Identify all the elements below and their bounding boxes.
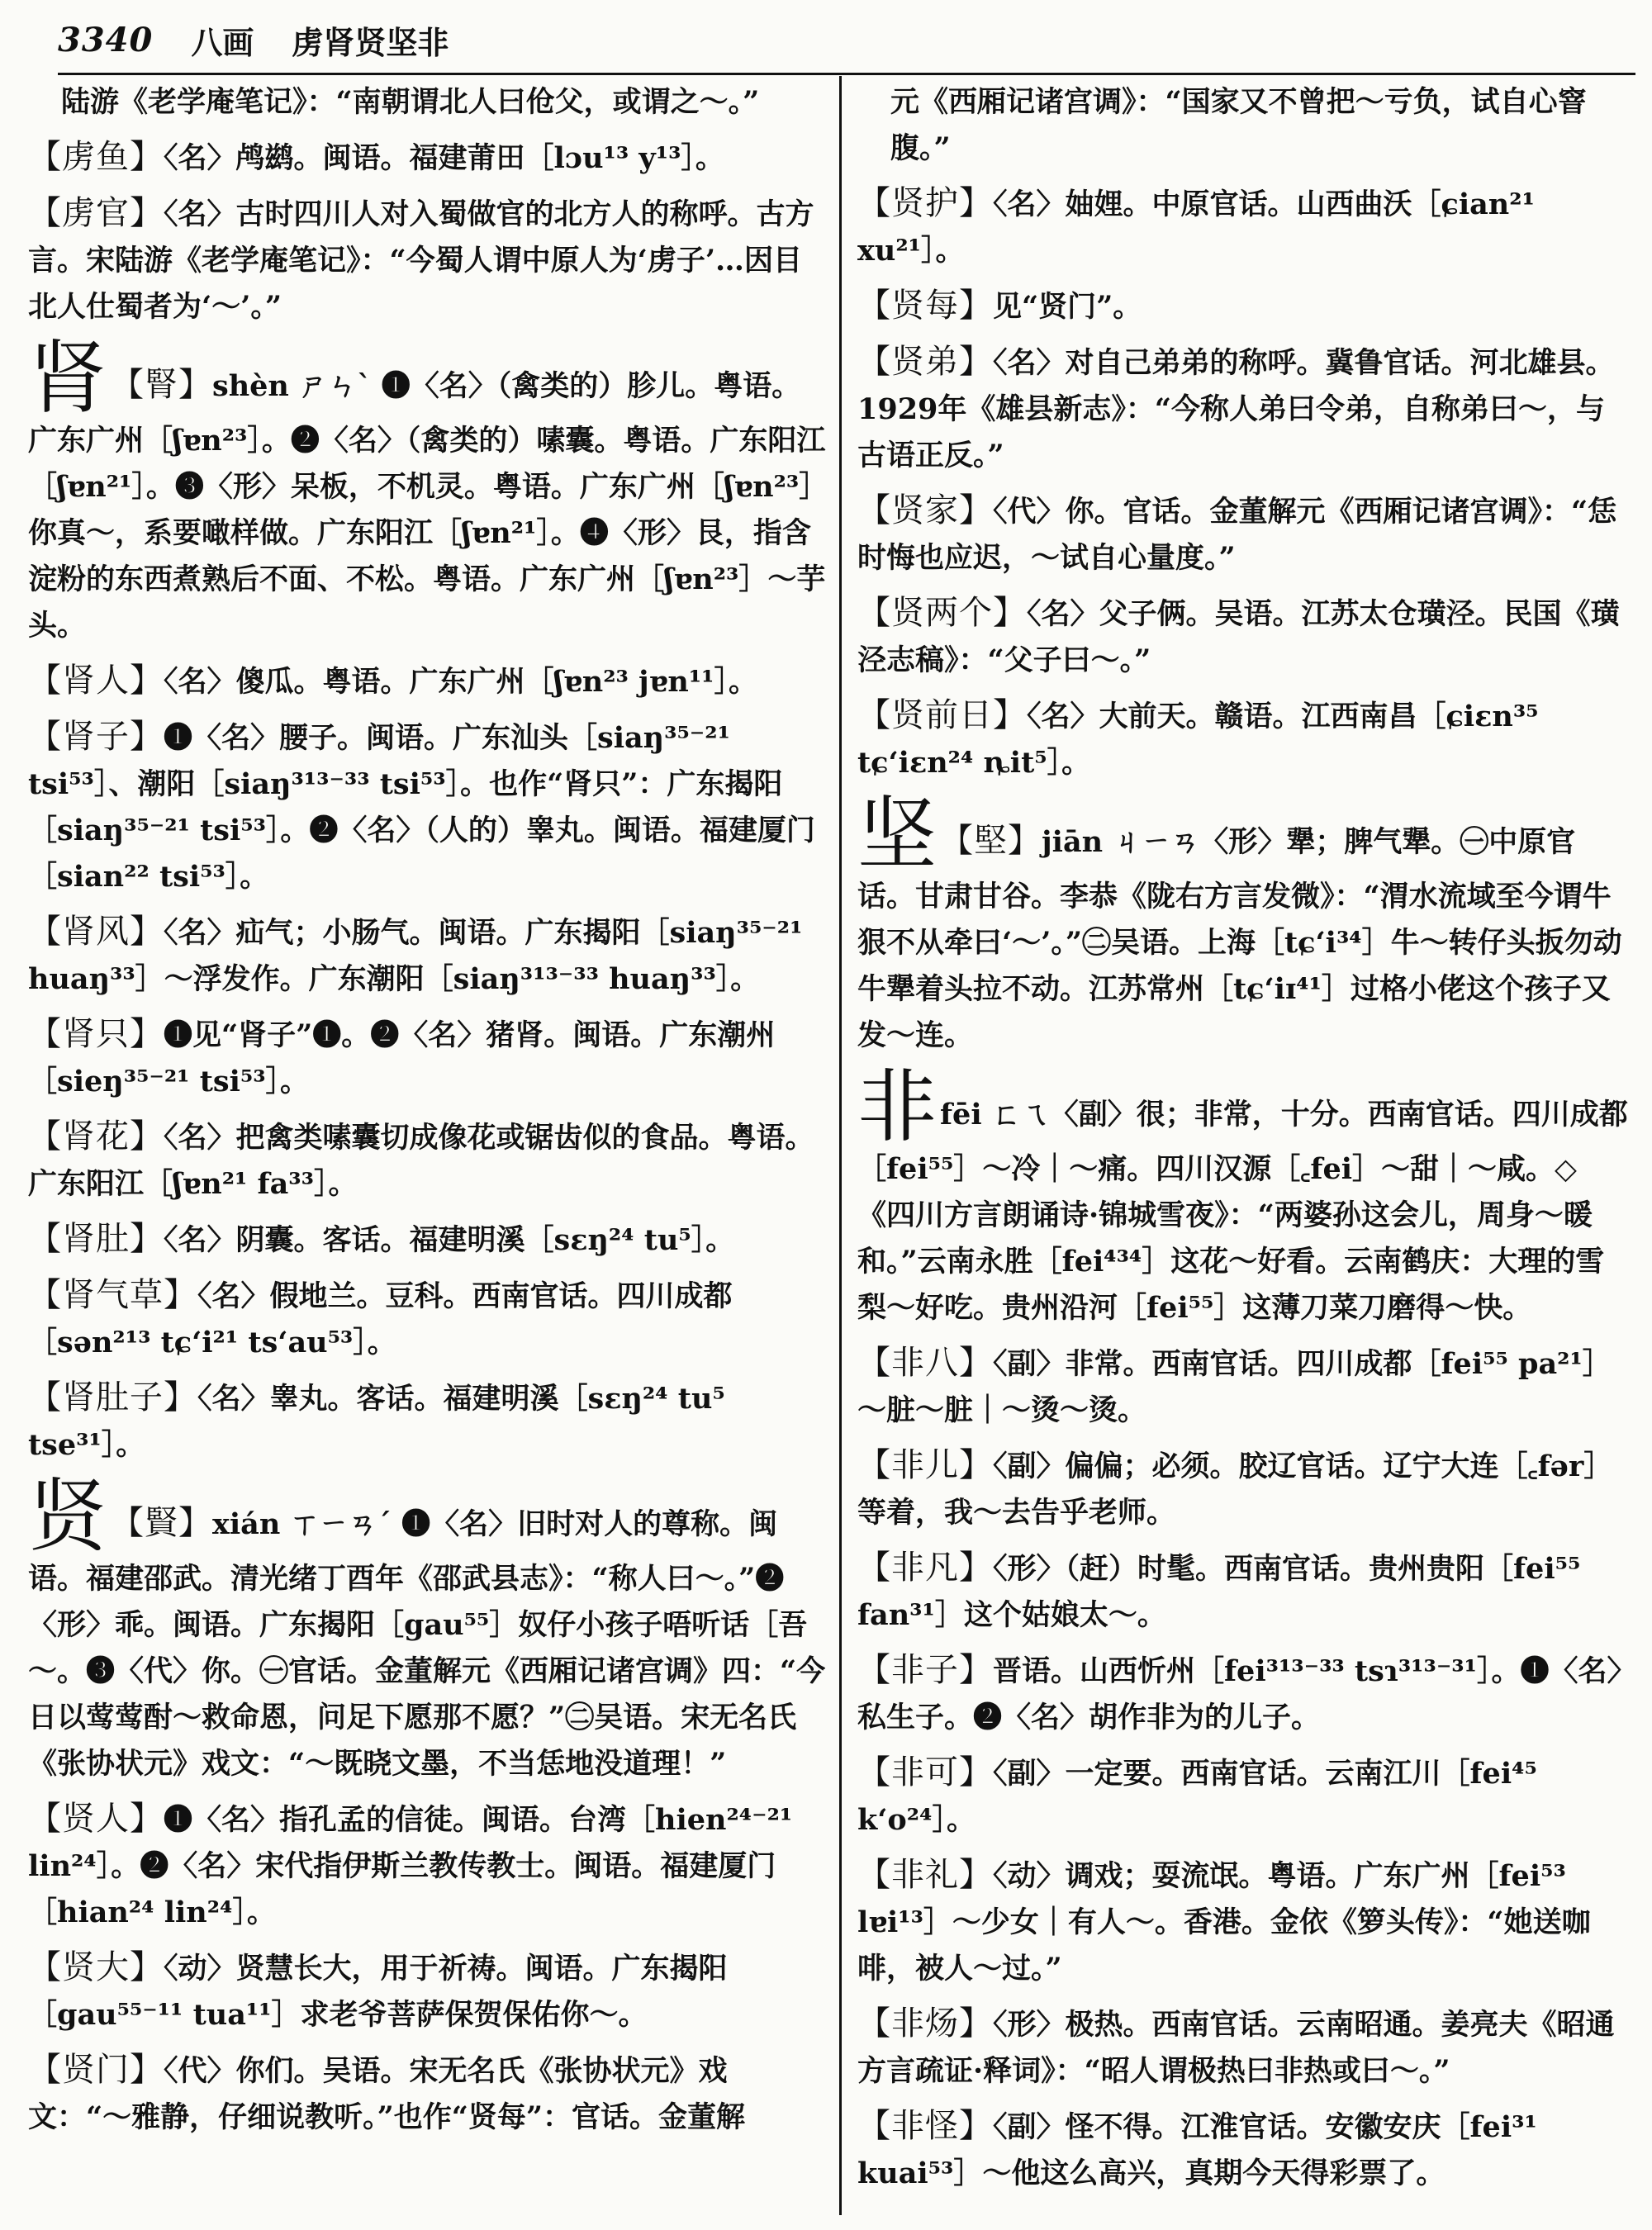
page-header bbox=[58, 12, 1627, 68]
entry-headword: 【贤两个】 bbox=[857, 594, 1027, 632]
continued-text bbox=[857, 79, 1632, 172]
stroke-section: 八画 bbox=[191, 23, 254, 61]
entry-headword: 【虏鱼】 bbox=[28, 138, 164, 176]
entry-text: 元《西厢记诸宫调》：“国家又不曾把～亏负，试自心窨腹。” bbox=[890, 85, 1587, 165]
sub-entry bbox=[28, 1113, 826, 1208]
entry-text: 〈形〉极热。西南官话。云南昭通。姜亮夫《昭通方言疏证·释词》：“昭人谓极热曰非热或曰～。” bbox=[857, 2008, 1615, 2088]
entry-text: 〈名〉睾丸。客话。福建明溪［sɛŋ²⁴ tu⁵ tse³¹］。 bbox=[28, 1382, 725, 1462]
entry-character: 坚 bbox=[857, 788, 937, 880]
entry-text: 〈动〉贤慧长大，用于祈祷。闽语。广东揭阳［gau⁵⁵⁻¹¹ tua¹¹］求老爷菩萨保贺保佑你～。 bbox=[28, 1952, 728, 2032]
entry-text: 〈名〉对自己弟弟的称呼。冀鲁官话。河北雄县。1929年《雄县新志》：“今称人弟曰令弟，自称弟曰～，与古语正反。” bbox=[857, 346, 1615, 472]
entry-text: 〈动〉调戏；耍流氓。粤语。广东广州［fei⁵³ lɐi¹³］～少女｜有人～。香港。金依《箩头传》：“她送咖啡，被人～过。” bbox=[857, 1859, 1591, 1986]
header-rule bbox=[58, 73, 1635, 75]
entry-text: 〈形〉（赶）时髦。西南官话。贵州贵阳［fei⁵⁵ fan³¹］这个姑娘太～。 bbox=[857, 1552, 1581, 1632]
sub-entry bbox=[28, 2047, 826, 2141]
entry-text: 〈代〉你。官话。金董解元《西厢记诸宫调》：“恁时悔也应迟，～试自心量度。” bbox=[857, 495, 1617, 575]
entry-headword: 【肾气草】 bbox=[28, 1276, 197, 1314]
entry-text: 〈代〉你们。吴语。宋无名氏《张协状元》戏文：“～雅静，仔细说教听。”也作“贤每”：官话。金董解 bbox=[28, 2054, 746, 2134]
sub-entry bbox=[857, 692, 1632, 786]
sub-entry bbox=[857, 590, 1632, 684]
entry-text: 〈名〉疝气；小肠气。闽语。广东揭阳［siaŋ³⁵⁻²¹ huaŋ³³］～浮发作。广东潮阳［siaŋ³¹³⁻³³ huaŋ³³］。 bbox=[28, 916, 803, 996]
entry-headword: 【虏官】 bbox=[28, 194, 164, 232]
entry-headword: 【贤门】 bbox=[28, 2051, 164, 2089]
sub-entry bbox=[857, 282, 1632, 330]
sub-entry bbox=[857, 180, 1632, 274]
entry-headword: 【非可】 bbox=[857, 1753, 993, 1791]
sub-entry bbox=[857, 2000, 1632, 2095]
entry-headword: 【肾风】 bbox=[28, 913, 164, 951]
entry-text: 〈名〉大前天。赣语。江西南昌［ɕiɛn³⁵ tɕ‘iɛn²⁴ ȵit⁵］。 bbox=[857, 700, 1539, 780]
entry-text: fēi ㄈㄟ〈副〉很；非常，十分。西南官话。四川成都［fei⁵⁵］～冷｜～痛。四川汉源［꜀fei］～甜｜～咸。◇《四川方言朗诵诗·锦城雪夜》：“两婆孙这会儿，周身～暖和。”云南永胜［fei⁴³⁴］这花～好看。云南鹤庆：大理的雪梨～好吃。贵州沿河［fei⁵⁵］这薄刀菜刀磨得～快。 bbox=[857, 1098, 1628, 1325]
entry-headword: 【肾肚】 bbox=[28, 1220, 164, 1258]
main-entry bbox=[857, 788, 1632, 1059]
entry-text: ❶〈名〉指孔孟的信徒。闽语。台湾［hien²⁴⁻²¹ lin²⁴］。❷〈名〉宋代指伊斯兰教传教士。闽语。福建厦门［hian²⁴ lin²⁴］。 bbox=[28, 1803, 793, 1929]
entry-character: 肾 bbox=[28, 332, 107, 425]
entry-headword: 【贤每】 bbox=[857, 287, 993, 325]
entry-character: 贤 bbox=[28, 1470, 107, 1563]
entry-headword: 【贤前日】 bbox=[857, 696, 1027, 734]
entry-text: shèn ㄕㄣˋ ❶〈名〉（禽类的）胗儿。粤语。广东广州［ʃɐn²³］。❷〈名〉（禽类的）嗉囊。粤语。广东阳江［ʃɐn²¹］。❸〈形〉呆板，不机灵。粤语。广东广州［ʃɐn²³］你真～，系要噉样做。广东阳江［ʃɐn²¹］。❹〈形〉艮，指含淀粉的东西煮熟后不面、不松。粤语。广东广州［ʃɐn²³］～芋头。 bbox=[28, 369, 826, 643]
main-entry bbox=[28, 332, 826, 649]
entry-text: 〈名〉妯娌。中原官话。山西曲沃［ɕian²¹ xu²¹］。 bbox=[857, 187, 1535, 268]
entry-headword: 【贤大】 bbox=[28, 1948, 164, 1986]
page-number: 3340 bbox=[58, 20, 154, 59]
traditional-form: 【腎】 bbox=[111, 366, 212, 404]
entry-headword: 【非炀】 bbox=[857, 2005, 993, 2043]
column-divider bbox=[839, 76, 842, 2215]
entry-headword: 【非子】 bbox=[857, 1651, 993, 1689]
sub-entry bbox=[28, 1272, 826, 1366]
entry-character: 非 bbox=[857, 1060, 937, 1153]
entry-text: 〈名〉把禽类嗉囊切成像花或锯齿似的食品。粤语。广东阳江［ʃɐn²¹ fa³³］。 bbox=[28, 1121, 814, 1201]
sub-entry bbox=[28, 134, 826, 182]
sub-entry bbox=[857, 487, 1632, 581]
entry-headword: 【非凡】 bbox=[857, 1549, 993, 1587]
sub-entry bbox=[857, 1852, 1632, 1992]
entry-text: 〈名〉父子俩。吴语。江苏太仓璜泾。民国《璜泾志稿》：“父子曰～。” bbox=[857, 597, 1620, 677]
entry-headword: 【贤护】 bbox=[857, 184, 993, 222]
sub-entry bbox=[857, 1442, 1632, 1536]
entry-headword: 【肾只】 bbox=[28, 1015, 164, 1053]
entry-text: xián ㄒㄧㄢˊ ❶〈名〉旧时对人的尊称。闽语。福建邵武。清光绪丁酉年《邵武县志》：“称人曰～。”❷〈形〉乖。闽语。广东揭阳［gau⁵⁵］奴仔小孩子唔听话［吾～。❸〈代〉你。㊀官话。金董解元《西厢记诸宫调》四：“今日以莺莺酎～救命恩，问足下愿那不愿？”㊁吴语。宋无名氏《张协状元》戏文：“～既晓文墨，不当恁地没道理！” bbox=[28, 1507, 826, 1781]
entry-headword: 【贤家】 bbox=[857, 491, 993, 529]
entry-text: 陆游《老学庵笔记》：“南朝谓北人曰伧父，或谓之～。” bbox=[61, 85, 760, 119]
sub-entry bbox=[28, 1796, 826, 1936]
entry-text: 〈副〉一定要。西南官话。云南江川［fei⁴⁵ k‘o²⁴］。 bbox=[857, 1757, 1537, 1837]
entry-text: 〈名〉阴囊。客话。福建明溪［sɛŋ²⁴ tu⁵］。 bbox=[164, 1223, 735, 1257]
header-characters: 虏肾贤坚非 bbox=[292, 23, 449, 61]
left-column bbox=[28, 79, 826, 2218]
sub-entry bbox=[857, 1647, 1632, 1741]
entry-headword: 【肾子】 bbox=[28, 718, 164, 756]
sub-entry bbox=[28, 714, 826, 900]
entry-headword: 【贤弟】 bbox=[857, 343, 993, 381]
sub-entry bbox=[857, 1340, 1632, 1434]
main-entry bbox=[857, 1060, 1632, 1331]
right-column bbox=[857, 79, 1632, 2218]
sub-entry bbox=[28, 1216, 826, 1264]
traditional-form: 【賢】 bbox=[111, 1504, 212, 1542]
entry-text: ❶见“肾子”❶。❷〈名〉猪肾。闽语。广东潮州［sieŋ³⁵⁻²¹ tsi⁵³］。 bbox=[28, 1018, 776, 1098]
entry-headword: 【非怪】 bbox=[857, 2107, 993, 2145]
sub-entry bbox=[857, 339, 1632, 479]
entry-text: 〈副〉怪不得。江淮官话。安徽安庆［fei³¹ kuai⁵³］～他这么高兴，真期今天得彩票了。 bbox=[857, 2110, 1537, 2190]
entry-text: 〈副〉非常。西南官话。四川成都［fei⁵⁵ pa²¹］～脏～脏｜～烫～烫。 bbox=[857, 1347, 1612, 1427]
entry-headword: 【非儿】 bbox=[857, 1446, 993, 1484]
entry-text: 〈名〉假地兰。豆科。西南官话。四川成都［sən²¹³ tɕ‘i²¹ ts‘au⁵³］。 bbox=[28, 1279, 733, 1359]
entry-headword: 【贤人】 bbox=[28, 1800, 164, 1838]
entry-headword: 【肾花】 bbox=[28, 1117, 164, 1155]
entry-headword: 【非八】 bbox=[857, 1344, 993, 1382]
sub-entry bbox=[28, 909, 826, 1003]
continued-text bbox=[28, 79, 826, 126]
traditional-form: 【堅】 bbox=[940, 822, 1042, 860]
sub-entry bbox=[28, 1374, 826, 1468]
sub-entry bbox=[857, 2103, 1632, 2197]
sub-entry bbox=[28, 1944, 826, 2038]
entry-text: 〈名〉鸬鹚。闽语。福建莆田［lɔu¹³ y¹³］。 bbox=[164, 141, 724, 175]
entry-text: 见“贤门”。 bbox=[993, 290, 1142, 324]
sub-entry bbox=[28, 657, 826, 705]
main-entry bbox=[28, 1470, 826, 1787]
entry-text: ❶〈名〉腰子。闽语。广东汕头［siaŋ³⁵⁻²¹ tsi⁵³］、潮阳［siaŋ³¹³⁻³³ tsi⁵³］。也作“肾只”：广东揭阳［siaŋ³⁵⁻²¹ tsi⁵³］。❷〈名〉（人的）睾丸。闽语。福建厦门［sian²² tsi⁵³］。 bbox=[28, 721, 815, 894]
entry-text: 晋语。山西忻州［fei³¹³⁻³³ tsɿ³¹³⁻³¹］。❶〈名〉私生子。❷〈名〉胡作非为的儿子。 bbox=[857, 1654, 1621, 1734]
entry-text: jiān ㄐㄧㄢ〈形〉犟；脾气犟。㊀中原官话。甘肃甘谷。李恭《陇右方言发微》：“渭水流域至今谓牛狠不从牵曰‘～’。”㊁吴语。上海［tɕ‘i³⁴］牛～转仔头扳勿动牛犟着头拉不动。江苏常州［tɕ‘iɪ⁴¹］过格小佬这个孩子又发～连。 bbox=[857, 825, 1622, 1052]
sub-entry bbox=[857, 1749, 1632, 1843]
entry-headword: 【肾人】 bbox=[28, 662, 164, 700]
sub-entry bbox=[28, 1011, 826, 1105]
sub-entry bbox=[28, 190, 826, 330]
entry-headword: 【肾肚子】 bbox=[28, 1378, 197, 1416]
entry-text: 〈副〉偏偏；必须。胶辽官话。辽宁大连［꜀fər］等着，我～去告乎老师。 bbox=[857, 1450, 1613, 1530]
sub-entry bbox=[857, 1544, 1632, 1639]
entry-text: 〈名〉傻瓜。粤语。广东广州［ʃɐn²³ jɐn¹¹］。 bbox=[164, 665, 758, 699]
entry-text: 〈名〉古时四川人对入蜀做官的北方人的称呼。古方言。宋陆游《老学庵笔记》：“今蜀人谓中原人为‘虏子’…因目北人仕蜀者为‘～’。” bbox=[28, 197, 814, 324]
entry-headword: 【非礼】 bbox=[857, 1856, 993, 1894]
